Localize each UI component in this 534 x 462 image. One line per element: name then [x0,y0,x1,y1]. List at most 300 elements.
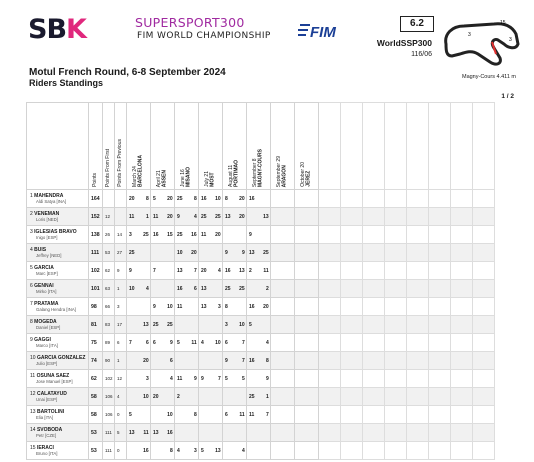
round-header-aragon [271,103,295,190]
round-score-cell [175,244,199,262]
rider-last-name: GAGGI [34,336,51,343]
round-score-cell [247,280,271,298]
rider-cell [27,190,89,208]
from-previous-cell: 0 [115,442,127,460]
rider-first-name: Jeffrey [NED] [36,252,62,258]
empty-cell [407,244,429,262]
race2-score: 25 [263,249,269,256]
rider-cell [27,370,89,388]
points-cell: 62 [89,370,103,388]
track-length: Magny-Cours 4.411 m [461,74,516,80]
points-cell: 75 [89,334,103,352]
round-score-cell [127,442,151,460]
document-subtitle: Riders Standings [29,78,104,88]
empty-cell [429,226,451,244]
round-score-cell [295,262,319,280]
from-first-cell: 66 [103,298,115,316]
svg-text:FIM: FIM [310,24,336,41]
points-cell: 101 [89,280,103,298]
empty-cell [363,262,385,280]
race1-score: 5 [249,321,252,328]
race2-score: 10 [215,339,221,346]
race2-score: 13 [143,321,149,328]
race1-score: 3 [225,321,228,328]
round-score-cell [271,208,295,226]
race2-score: 4 [217,267,221,274]
round-score-cell [151,208,175,226]
race1-score: 25 [177,231,183,238]
round-score-cell [271,388,295,406]
race2-score: 13 [215,447,221,454]
empty-cell [341,280,363,298]
empty-cell [385,370,407,388]
empty-cell [407,298,429,316]
race1-score: 10 [129,285,135,292]
round-score-cell [199,226,223,244]
round-score-cell [151,370,175,388]
rider-last-name: IGLESIAS BRAVO [34,228,77,235]
race2-score: 11 [263,267,269,274]
rider-position: 4 [30,246,35,253]
empty-cell [385,298,407,316]
round-score-cell [127,406,151,424]
race1-score: 9 [225,357,228,364]
empty-cell [385,424,407,442]
race2-score: 10 [167,411,173,418]
round-score-cell [151,316,175,334]
rider-last-name: SVOBODA [36,426,63,433]
empty-cell [451,370,473,388]
empty-cell [407,352,429,370]
race2-score: 7 [193,267,197,274]
version-box: 6.2 [400,16,434,32]
round-score-cell [175,370,199,388]
from-first-cell: 89 [103,334,115,352]
round-name: JEREZ [305,170,312,187]
empty-cell [407,370,429,388]
table-row [27,388,495,406]
empty-cell [341,316,363,334]
race2-score: 20 [239,213,245,220]
empty-round-header [451,103,473,190]
race2-score: 7 [217,375,221,382]
empty-cell [429,352,451,370]
round-score-cell [175,424,199,442]
empty-cell [363,244,385,262]
table-row [27,352,495,370]
round-score-cell [127,370,151,388]
from-first-cell [103,190,115,208]
rider-cell [27,280,89,298]
race2-score: 6 [145,339,149,346]
empty-cell [363,316,385,334]
round-score-cell [295,334,319,352]
race2-score: 25 [239,285,245,292]
round-score-cell [295,190,319,208]
from-previous-cell: 3 [115,298,127,316]
round-score-cell [175,352,199,370]
rider-cell [27,208,89,226]
race2-score: 8 [169,447,173,454]
race2-score: 16 [167,429,173,436]
race1-score: 16 [225,267,231,274]
rider-position: 12 [30,390,37,397]
table-row [27,244,495,262]
race2-score: 8 [145,195,149,202]
round-score-cell [151,424,175,442]
round-score-cell [247,334,271,352]
from-first-cell: 90 [103,352,115,370]
rider-last-name: GARCIA GONZALEZ [36,354,86,361]
empty-cell [473,262,495,280]
empty-cell [385,352,407,370]
rider-position: 7 [30,300,35,307]
empty-cell [319,388,341,406]
race1-score: 11 [249,411,255,418]
points-cell: 102 [89,262,103,280]
round-score-cell [247,370,271,388]
empty-cell [341,388,363,406]
round-date: March 24 [132,166,139,187]
round-score-cell [247,316,271,334]
race1-score: 10 [177,249,183,256]
empty-cell [407,424,429,442]
rider-cell [27,424,89,442]
svg-text:3: 3 [468,32,471,38]
round-score-cell [247,388,271,406]
points-cell: 58 [89,388,103,406]
race2-score: 8 [193,411,197,418]
rider-cell [27,262,89,280]
round-score-cell [223,334,247,352]
empty-cell [319,262,341,280]
round-name: MISANO [185,167,192,187]
rider-position: 15 [30,444,37,451]
race1-score: 13 [153,429,159,436]
rider-last-name: BARTOLINI [36,408,65,415]
table-header-row [27,103,495,190]
race1-score: 9 [249,231,252,238]
empty-cell [363,388,385,406]
from-previous-cell: 0 [115,406,127,424]
round-score-cell [247,190,271,208]
round-score-cell [175,262,199,280]
round-score-cell [151,442,175,460]
empty-cell [429,298,451,316]
race2-score: 2 [265,285,269,292]
points-column-header [89,103,103,190]
from-first-cell: 106 [103,406,115,424]
empty-cell [319,442,341,460]
race2-score: 20 [263,303,269,310]
round-date: August 11 [228,164,235,187]
empty-cell [363,298,385,316]
rider-position: 3 [30,228,35,235]
rider-first-name: Elia [ITA] [36,414,54,420]
race2-score: 4 [145,285,149,292]
table-row [27,334,495,352]
race1-score: 4 [201,339,204,346]
round-score-cell [223,424,247,442]
rider-last-name: MOGEDA [34,318,57,325]
empty-cell [429,244,451,262]
empty-cell [363,226,385,244]
round-score-cell [127,334,151,352]
round-score-cell [247,352,271,370]
race1-score: 20 [153,393,159,400]
empty-cell [473,388,495,406]
race2-score: 7 [265,411,269,418]
round-score-cell [271,370,295,388]
round-score-cell [175,190,199,208]
empty-cell [363,208,385,226]
table-row [27,190,495,208]
empty-cell [473,280,495,298]
round-score-cell [175,316,199,334]
race1-score: 11 [201,231,207,238]
rider-cell [27,334,89,352]
race1-score: 13 [201,285,207,292]
race1-score: 13 [177,267,183,274]
round-score-cell [175,406,199,424]
empty-cell [319,370,341,388]
round-score-cell [271,298,295,316]
race1-score: 25 [249,393,255,400]
empty-cell [363,442,385,460]
rider-cell [27,244,89,262]
table-row [27,298,495,316]
empty-cell [429,316,451,334]
series-code: WorldSSP300 [376,38,432,48]
round-score-cell [127,208,151,226]
rider-position: 2 [30,210,35,217]
empty-cell [451,262,473,280]
race2-score: 16 [191,231,197,238]
round-score-cell [127,316,151,334]
race1-score: 16 [249,195,255,202]
rider-position: 10 [30,354,37,361]
from-previous-cell: 4 [115,388,127,406]
race1-score: 9 [129,267,132,274]
round-score-cell [199,244,223,262]
round-score-cell [127,298,151,316]
round-score-cell [247,406,271,424]
round-score-cell [175,226,199,244]
empty-cell [429,406,451,424]
empty-cell [429,190,451,208]
from-first-cell: 26 [103,226,115,244]
empty-cell [407,388,429,406]
points-cell: 74 [89,352,103,370]
page-number: 1 / 2 [501,93,514,100]
race2-score: 11 [191,339,197,346]
empty-round-header [473,103,495,190]
rider-last-name: MAHENDRA [34,192,64,199]
race1-score: 3 [129,231,132,238]
empty-round-header [385,103,407,190]
empty-cell [385,244,407,262]
empty-round-header [429,103,451,190]
round-header-magny-cours [247,103,271,190]
round-score-cell [127,262,151,280]
round-header-jerez [295,103,319,190]
round-score-cell [151,406,175,424]
race1-score: 11 [177,303,183,310]
round-score-cell [175,208,199,226]
empty-cell [385,208,407,226]
round-score-cell [223,442,247,460]
round-score-cell [271,352,295,370]
round-score-cell [295,244,319,262]
empty-cell [319,244,341,262]
rider-first-name: Julio [ESP] [36,360,58,366]
empty-cell [473,334,495,352]
empty-cell [451,352,473,370]
round-score-cell [247,298,271,316]
race1-score: 16 [249,303,255,310]
round-name: MOST [209,172,216,187]
race1-score: 5 [225,375,228,382]
round-score-cell [223,298,247,316]
round-score-cell [199,190,223,208]
round-score-cell [223,280,247,298]
round-score-cell [175,334,199,352]
from-previous-cell: 27 [115,244,127,262]
empty-cell [451,226,473,244]
from-previous-cell: 17 [115,316,127,334]
round-score-cell [151,280,175,298]
empty-cell [451,388,473,406]
empty-cell [341,298,363,316]
rider-last-name: OSUNA SAEZ [36,372,70,379]
empty-cell [385,334,407,352]
round-score-cell [151,388,175,406]
track-map-icon [438,14,526,70]
round-score-cell [295,208,319,226]
race2-score: 7 [241,357,245,364]
race2-score: 3 [145,375,149,382]
race1-score: 8 [225,195,228,202]
round-name: BARCELONA [137,155,144,187]
rider-cell [27,352,89,370]
points-cell: 111 [89,244,103,262]
rider-cell [27,406,89,424]
from-first-cell: 63 [103,280,115,298]
round-score-cell [151,226,175,244]
empty-cell [473,406,495,424]
empty-cell [319,226,341,244]
race2-score: 9 [193,375,197,382]
round-score-cell [127,352,151,370]
round-score-cell [199,262,223,280]
empty-cell [363,334,385,352]
race2-score: 25 [215,213,221,220]
empty-cell [407,280,429,298]
empty-round-header [407,103,429,190]
race1-score: 25 [225,285,231,292]
empty-cell [473,442,495,460]
empty-cell [341,424,363,442]
empty-cell [341,442,363,460]
rider-position: 1 [30,192,35,199]
round-header-assen [151,103,175,190]
empty-cell [451,406,473,424]
round-score-cell [199,208,223,226]
empty-cell [407,208,429,226]
race2-score: 11 [143,429,149,436]
race2-score: 5 [241,375,245,382]
from-first-cell: 111 [103,442,115,460]
round-score-cell [271,424,295,442]
rider-first-name: Petr [CZE] [36,432,57,438]
rider-first-name: Jose Manuel [ESP] [36,378,73,384]
empty-cell [341,370,363,388]
round-score-cell [199,334,223,352]
round-name: MAGNY-COURS [257,148,264,187]
round-score-cell [223,388,247,406]
empty-cell [363,370,385,388]
empty-cell [385,442,407,460]
empty-cell [363,406,385,424]
round-score-cell [127,280,151,298]
rider-position: 11 [30,372,37,379]
empty-cell [473,424,495,442]
round-score-cell [223,208,247,226]
race1-score: 13 [201,303,207,310]
round-score-cell [127,424,151,442]
empty-cell [341,352,363,370]
empty-cell [319,334,341,352]
round-score-cell [295,388,319,406]
round-score-cell [175,280,199,298]
points-cell: 98 [89,298,103,316]
race1-score: 13 [225,213,231,220]
round-score-cell [151,298,175,316]
round-date: September 29 [276,155,283,187]
empty-cell [363,280,385,298]
round-header-portimao [223,103,247,190]
round-date: April 21 [156,170,163,187]
empty-cell [407,334,429,352]
round-score-cell [295,316,319,334]
empty-cell [473,370,495,388]
empty-cell [451,190,473,208]
from-first-cell: 53 [103,244,115,262]
rider-cell [27,226,89,244]
race1-score: 25 [177,195,183,202]
race1-score: 9 [153,303,156,310]
empty-cell [451,424,473,442]
race1-score: 6 [225,411,228,418]
empty-cell [407,442,429,460]
points-header-label: Points [91,173,98,187]
race2-score: 13 [239,267,245,274]
empty-cell [407,226,429,244]
race2-score: 4 [265,339,269,346]
empty-cell [385,316,407,334]
round-score-cell [223,190,247,208]
rider-cell [27,298,89,316]
table-row [27,226,495,244]
empty-cell [473,244,495,262]
rider-first-name: Loris [NED] [36,216,58,222]
round-date: July 21 [204,171,211,187]
round-score-cell [295,406,319,424]
document-reference: 116/06 [411,51,432,58]
empty-cell [385,226,407,244]
empty-cell [319,298,341,316]
round-score-cell [223,244,247,262]
